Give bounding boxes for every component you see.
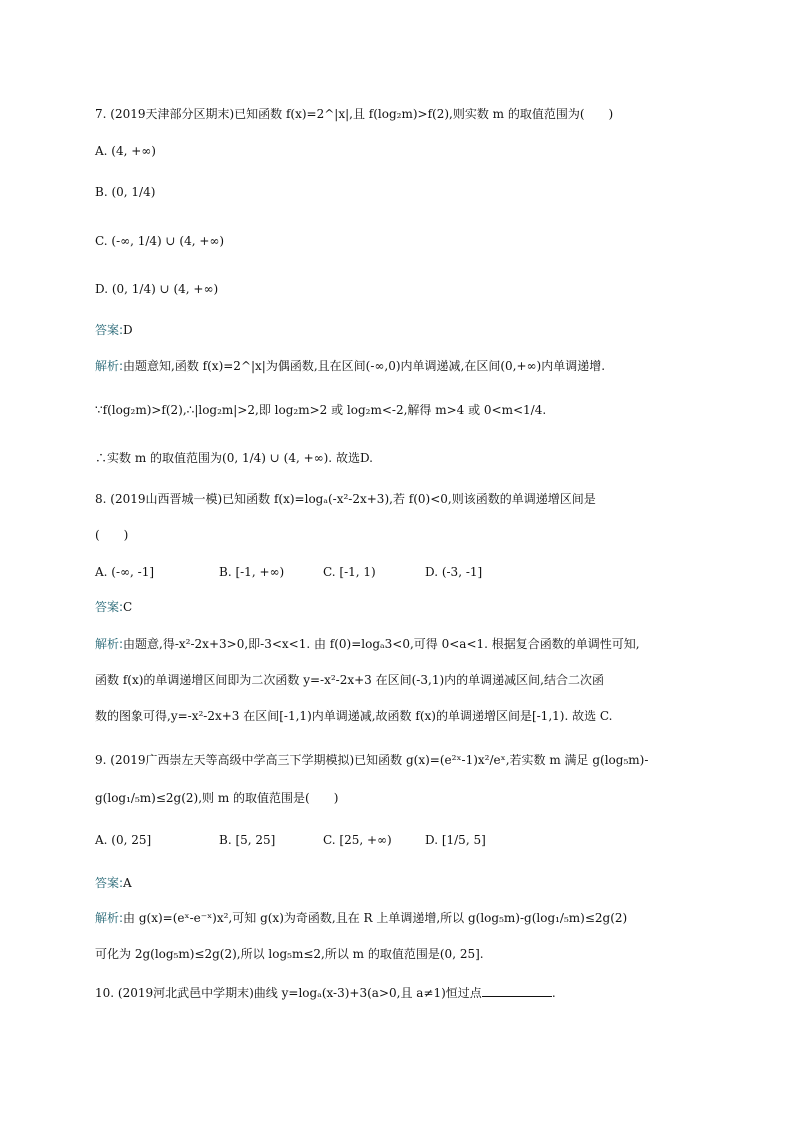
answer-value: D <box>123 323 133 337</box>
analysis-label: 解析: <box>95 637 124 651</box>
problem-8-option-b: B. [-1, +∞) <box>219 565 285 579</box>
problem-8-option-c: C. [-1, 1) <box>323 565 376 579</box>
answer-value: C <box>123 600 133 614</box>
problem-9-analysis-1 <box>95 910 627 926</box>
problem-7-option-c: C. (-∞, 1/4) ∪ (4, +∞) <box>95 234 225 248</box>
problem-9-stem-cont: g(log₁/₅m)≤2g(2),则 m 的取值范围是( ) <box>95 791 339 805</box>
problem-9-option-c: C. [25, +∞) <box>323 833 392 847</box>
problem-7-analysis-2: ∵f(log₂m)>f(2),∴|log₂m|>2,即 log₂m>2 或 log₂m<-2,解得 m>4 或 0<m<1/4. <box>95 403 547 417</box>
analysis-text: 由题意,得-x²-2x+3>0,即-3<x<1. 由 f(0)=logₐ3<0,可得 0<a<1. 根据复合函数的单调性可知, <box>123 637 640 651</box>
answer-value: A <box>123 876 132 890</box>
problem-8-answer <box>95 599 132 615</box>
problem-9-option-a: A. (0, 25] <box>95 833 152 847</box>
problem-7-option-a: A. (4, +∞) <box>95 144 156 158</box>
problem-9-stem: 9. (2019广西崇左天等高级中学高三下学期模拟)已知函数 g(x)=(e²ˣ-1)x²/eˣ,若实数 m 满足 g(log₅m)- <box>95 753 649 767</box>
problem-7-answer <box>95 322 133 338</box>
problem-8-stem: 8. (2019山西晋城一模)已知函数 f(x)=logₐ(-x²-2x+3),若 f(0)<0,则该函数的单调递增区间是 <box>95 492 596 506</box>
analysis-label: 解析: <box>95 359 124 373</box>
problem-10-end: . <box>551 986 556 1000</box>
problem-9-option-b: B. [5, 25] <box>219 833 276 847</box>
analysis-text: 由 g(x)=(eˣ-e⁻ˣ)x²,可知 g(x)为奇函数,且在 R 上单调递增,所以 g(log₅m)-g(log₁/₅m)≤2g(2) <box>123 911 628 925</box>
problem-8-analysis-2: 函数 f(x)的单调递增区间即为二次函数 y=-x²-2x+3 在区间(-3,1)内的单调递减区间,结合二次函 <box>95 673 604 687</box>
problem-7-analysis-1 <box>95 358 605 374</box>
problem-7-stem: 7. (2019天津部分区期末)已知函数 f(x)=2^|x|,且 f(log₂m)>f(2),则实数 m 的取值范围为( ) <box>95 107 614 121</box>
problem-8-stem-cont: ( ) <box>95 528 129 542</box>
answer-blank[interactable] <box>482 984 552 997</box>
problem-8-analysis-3: 数的图象可得,y=-x²-2x+3 在区间[-1,1)内单调递减,故函数 f(x)的单调递增区间是[-1,1). 故选 C. <box>95 709 613 723</box>
problem-7-option-b: B. (0, 1/4) <box>95 185 156 199</box>
problem-10-stem <box>95 984 556 1001</box>
problem-8-analysis-1 <box>95 636 640 652</box>
answer-label: 答案: <box>95 323 124 337</box>
answer-label: 答案: <box>95 876 124 890</box>
problem-8-option-d: D. (-3, -1] <box>425 565 483 579</box>
problem-8-option-a: A. (-∞, -1] <box>95 565 155 579</box>
analysis-label: 解析: <box>95 911 124 925</box>
problem-10-text: 10. (2019河北武邑中学期末)曲线 y=logₐ(x-3)+3(a>0,且 a≠1)恒过点 <box>95 986 482 1000</box>
answer-label: 答案: <box>95 600 124 614</box>
problem-9-option-d: D. [1/5, 5] <box>425 833 486 847</box>
problem-7-option-d: D. (0, 1/4) ∪ (4, +∞) <box>95 282 219 296</box>
problem-9-answer <box>95 875 132 891</box>
problem-9-analysis-2: 可化为 2g(log₅m)≤2g(2),所以 log₅m≤2,所以 m 的取值范围是(0, 25]. <box>95 947 484 961</box>
problem-7-analysis-3: ∴实数 m 的取值范围为(0, 1/4) ∪ (4, +∞). 故选D. <box>95 451 373 465</box>
analysis-text: 由题意知,函数 f(x)=2^|x|为偶函数,且在区间(-∞,0)内单调递减,在区间(0,+∞)内单调递增. <box>123 359 606 373</box>
